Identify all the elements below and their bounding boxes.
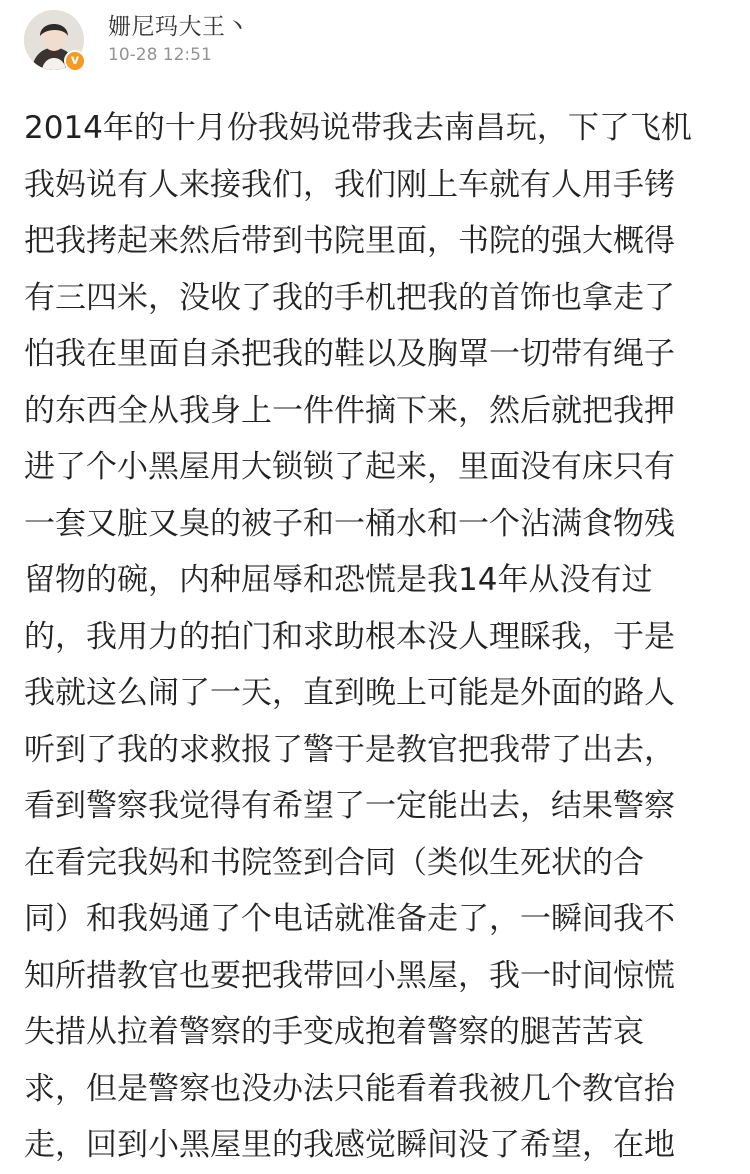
author-name[interactable]: 姗尼玛大王丶: [108, 14, 249, 40]
post-text-line: 求，但是警察也没办法只能看着我被几个教官抬: [24, 1070, 675, 1107]
post-text-line: 进了个小黑屋用大锁锁了起来，里面没有床只有: [24, 449, 675, 485]
post-text-line: 失措从拉着警察的手变成抱着警察的腿苦苦哀: [24, 1014, 644, 1050]
post-body: [24, 100, 734, 1174]
post-text-line: 在看完我妈和书院签到合同（类似生死状的合: [24, 844, 644, 881]
post-text-line: 我妈说有人来接我们，我们刚上车就有人用手铐: [24, 166, 675, 203]
post-text-line: 怕我在里面自杀把我的鞋以及胸罩一切带有绳子: [24, 336, 675, 372]
post-text-line: 的，我用力的拍门和求助根本没人理睬我，于是: [24, 618, 675, 655]
verified-badge-icon: v: [64, 50, 86, 72]
post-text-line: 的东西全从我身上一件件摘下来，然后就把我押: [24, 392, 675, 429]
post-text-line: 我就这么闹了一天，直到晚上可能是外面的路人: [24, 675, 675, 711]
post-time: 10-28 12:51: [108, 45, 212, 65]
post-header: [0, 0, 750, 90]
post-text-line: 同）和我妈通了个电话就准备走了，一瞬间我不: [24, 901, 675, 937]
post-text-line: 把我拷起来然后带到书院里面，书院的强大概得: [24, 223, 675, 259]
post-text-line: 走，回到小黑屋里的我感觉瞬间没了希望，在地: [24, 1127, 675, 1163]
post-text-line: 有三四米，没收了我的手机把我的首饰也拿走了: [24, 279, 675, 316]
post-text-line: 听到了我的求救报了警于是教官把我带了出去，: [24, 731, 675, 768]
post-text-line: 一套又脏又臭的被子和一桶水和一个沾满食物残: [24, 505, 675, 542]
post-text-line: 看到警察我觉得有希望了一定能出去，结果警察: [24, 788, 675, 824]
post-text-line: 知所措教官也要把我带回小黑屋，我一时间惊慌: [24, 957, 675, 994]
post-text-line: 2014年的十月份我妈说带我去南昌玩，下了飞机: [24, 110, 692, 146]
post-text-line: 留物的碗，内种屈辱和恐慌是我14年从没有过: [24, 562, 653, 598]
